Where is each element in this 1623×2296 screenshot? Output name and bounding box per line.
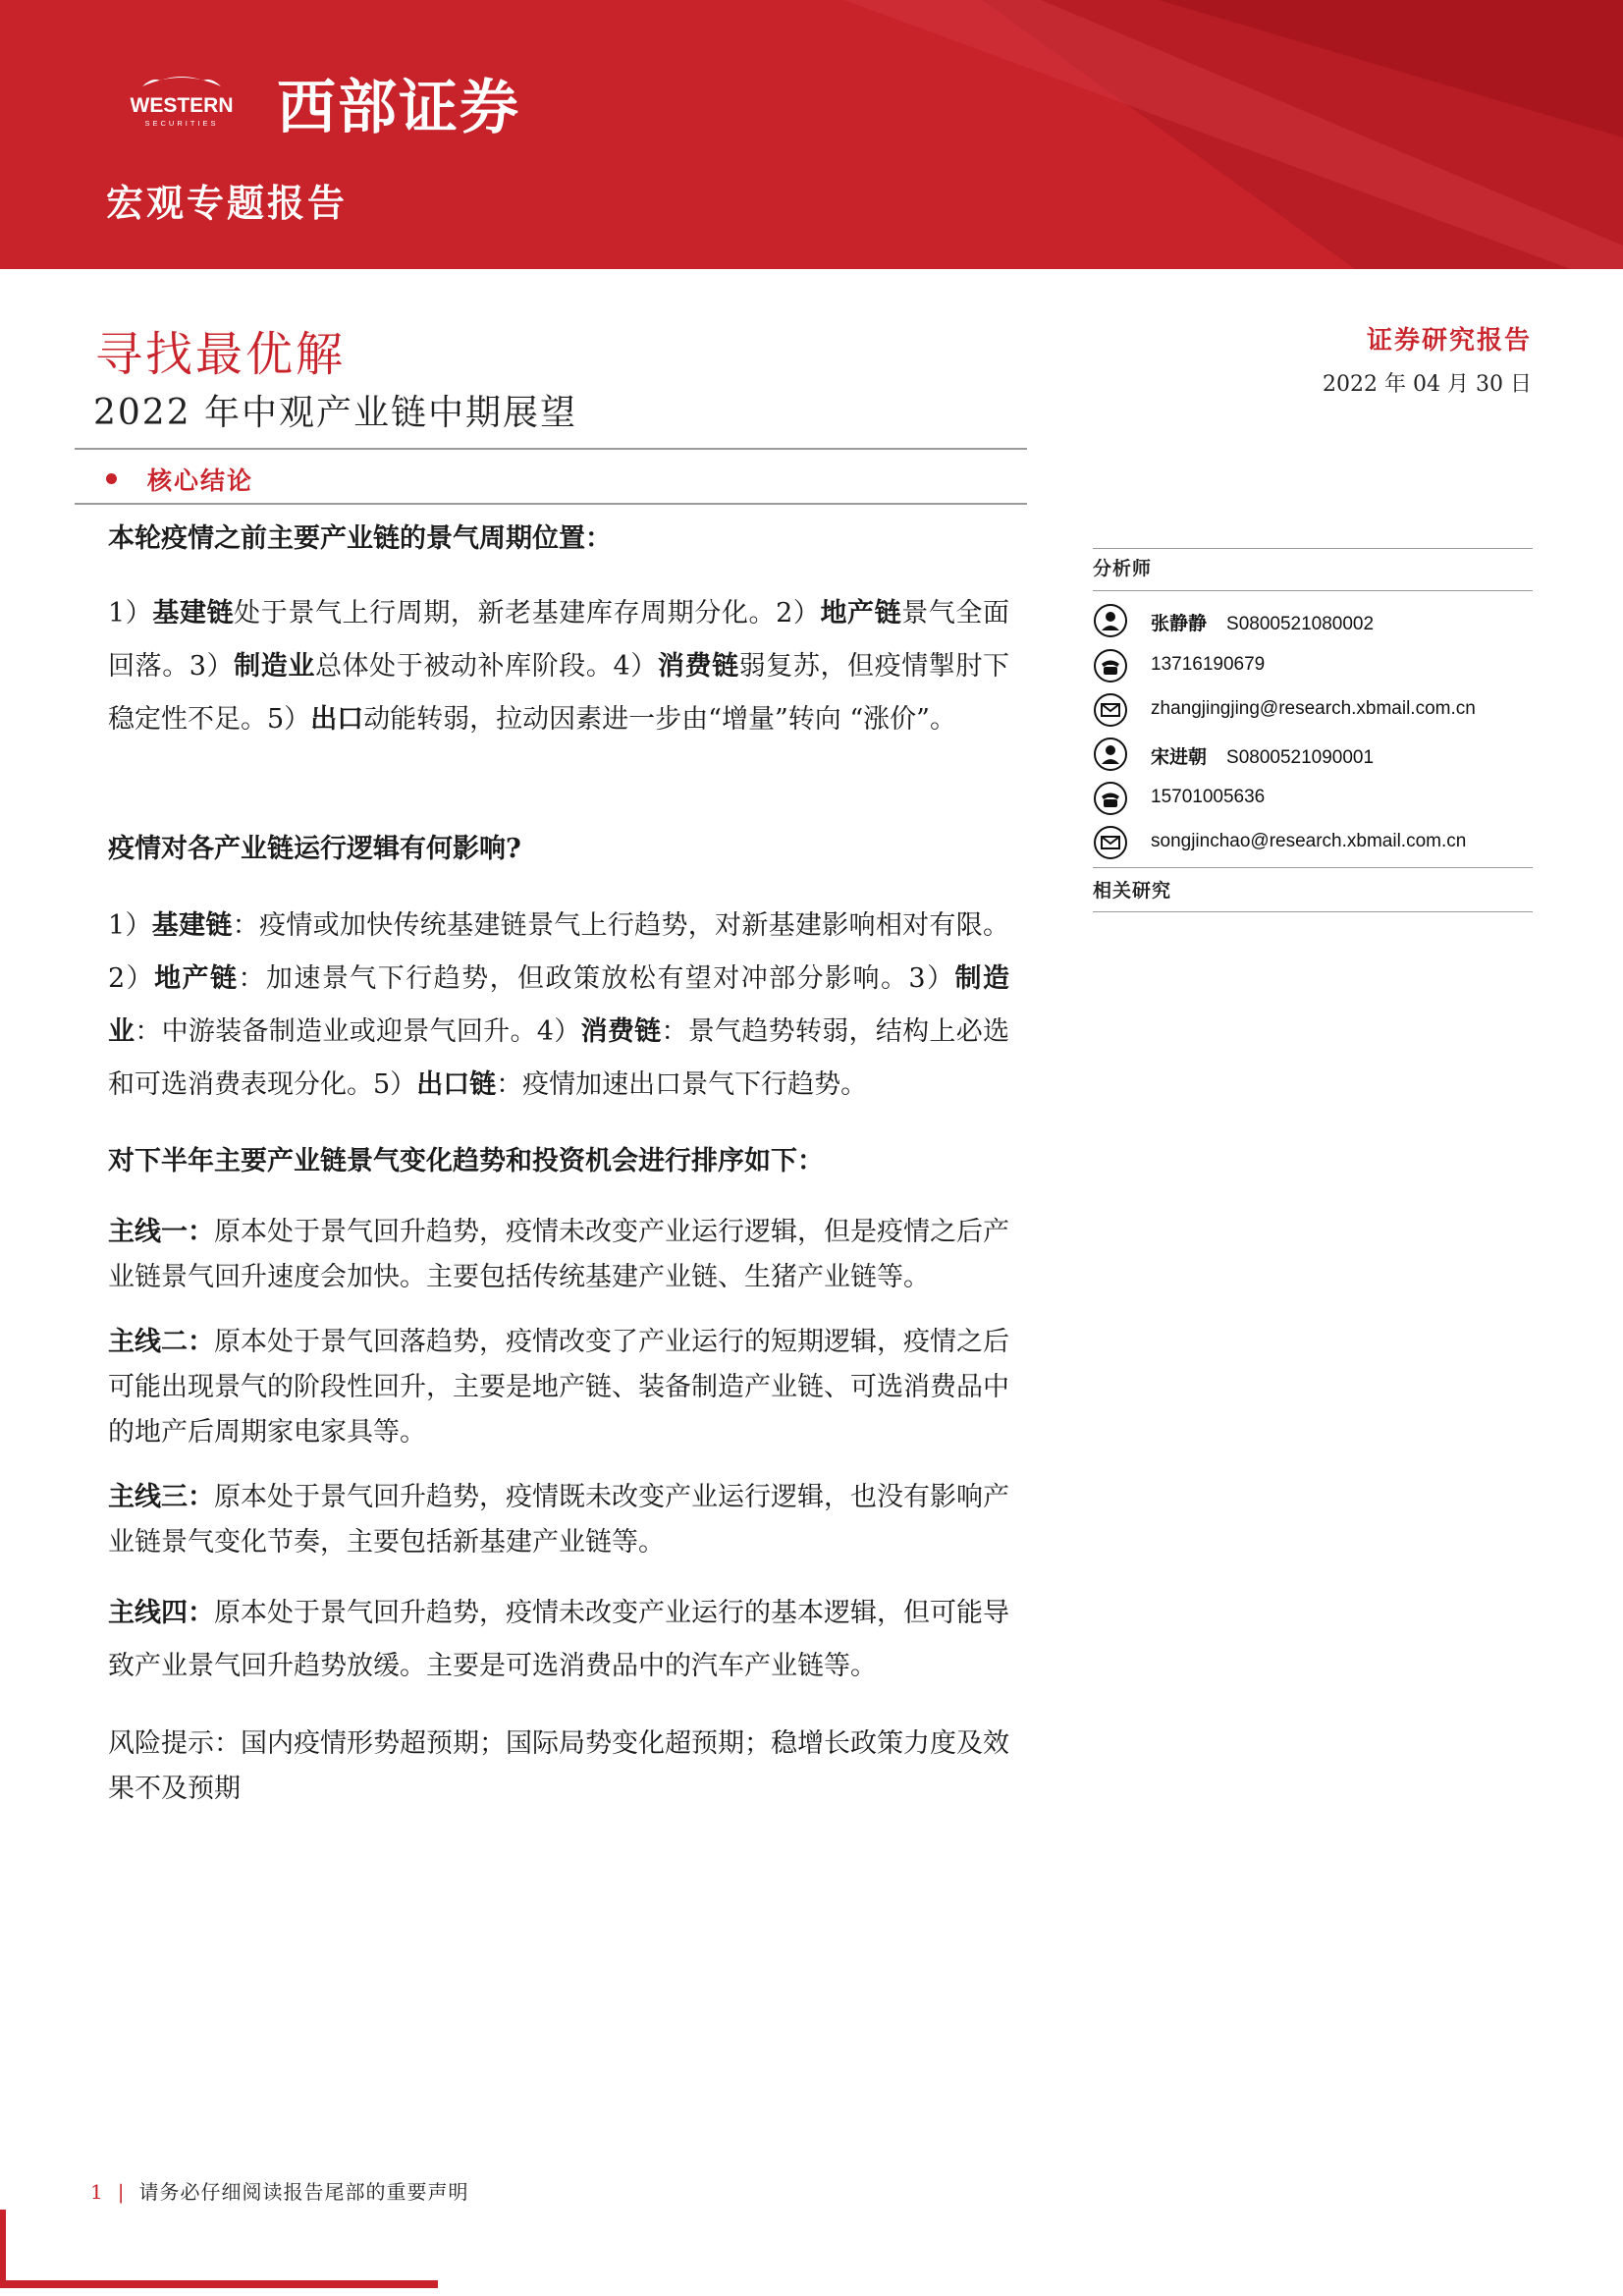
bold-term: 主线二： — [108, 1327, 214, 1357]
analyst-name: 宋进朝 — [1151, 746, 1208, 768]
text-run: 原本处于景气回升趋势，疫情未改变产业运行的基本逻辑，但可能导致产业景气回升趋势放缓。主要是可选消费品中的汽车产业链等。 — [108, 1598, 1009, 1681]
contact-line — [1151, 742, 1374, 769]
western-securities-logo — [113, 71, 250, 128]
sidebar-related-rule — [1093, 911, 1533, 912]
report-type: 宏观专题报告 — [106, 181, 349, 225]
analyst-license: S0800521090001 — [1226, 747, 1375, 768]
contact-line — [1151, 831, 1466, 852]
analyst-name: 张静静 — [1151, 613, 1208, 634]
bold-term: 出口 — [310, 704, 364, 735]
text-run: 处于景气上行周期，新老基建库存周期分化。2） — [234, 598, 821, 629]
section-label: 核心结论 — [147, 466, 254, 495]
bold-term: 消费链 — [657, 651, 739, 682]
footer-disclaimer: 请务必仔细阅读报告尾部的重要声明 — [138, 2180, 469, 2204]
bold-term: 基建链 — [152, 598, 235, 629]
page-footer — [90, 2176, 468, 2205]
mainline-2 — [108, 1320, 1009, 1455]
section-divider — [75, 503, 1027, 505]
text-run: 动能转弱，拉动因素进一步由“增量”转向 “涨价”。 — [363, 704, 956, 735]
risk-note: 风险提示：国内疫情形势超预期；国际局势变化超预期；稳增长政策力度及效果不及预期 — [108, 1728, 1009, 1804]
footer-separator: | — [117, 2180, 126, 2204]
paragraph-2 — [108, 900, 1009, 1112]
banner-decoration — [0, 0, 1623, 269]
bold-term: 出口链 — [416, 1069, 497, 1100]
phone-icon — [1093, 781, 1128, 816]
mail-icon — [1093, 825, 1128, 860]
text-run: 原本处于景气回升趋势，疫情既未改变产业运行逻辑，也没有影响产业链景气变化节奏，主要包括新基建产业链等。 — [108, 1482, 1009, 1558]
report-date: 2022 年 04 月 30 日 — [1323, 372, 1532, 397]
bold-term: 地产链 — [154, 963, 239, 994]
text-run: 1） — [108, 910, 152, 941]
related-research-label: 相关研究 — [1093, 880, 1172, 902]
person-icon — [1093, 603, 1128, 638]
contact-line — [1151, 787, 1265, 808]
analyst-phone: 15701005636 — [1151, 787, 1266, 807]
sidebar-analyst-rule — [1093, 590, 1533, 591]
title-divider — [75, 448, 1027, 450]
bold-term: 主线四： — [108, 1598, 214, 1628]
report-title: 寻找最优解 — [95, 327, 347, 382]
analyst-phone: 13716190679 — [1151, 654, 1266, 675]
text-run: 原本处于景气回升趋势，疫情未改变产业运行逻辑，但是疫情之后产业链景气回升速度会加快。主要包括传统基建产业链、生猪产业链等。 — [108, 1217, 1009, 1292]
analyst-label: 分析师 — [1093, 558, 1153, 579]
heading-2: 疫情对各产业链运行逻辑有何影响? — [108, 834, 521, 864]
report-subtitle: 2022 年中观产业链中期展望 — [93, 393, 578, 433]
mainline-3 — [108, 1475, 1009, 1565]
contact-line — [1151, 698, 1476, 720]
analyst-email[interactable]: zhangjingjing@research.xbmail.com.cn — [1151, 698, 1476, 719]
page-number: 1 — [90, 2180, 104, 2204]
sidebar-top-rule — [1093, 548, 1533, 549]
heading-3: 对下半年主要产业链景气变化趋势和投资机会进行排序如下： — [108, 1146, 824, 1176]
bold-term: 制造业 — [108, 963, 1009, 1047]
heading-1: 本轮疫情之前主要产业链的景气周期位置： — [108, 523, 612, 554]
text-run: 总体处于被动补库阶段。4） — [314, 651, 658, 682]
contact-line — [1151, 654, 1265, 676]
bold-term: 主线三： — [108, 1482, 214, 1512]
phone-icon — [1093, 648, 1128, 683]
section-bullet-icon — [106, 473, 117, 484]
analyst-email[interactable]: songjinchao@research.xbmail.com.cn — [1151, 831, 1467, 851]
contact-line — [1151, 609, 1374, 635]
bold-term: 消费链 — [580, 1016, 662, 1047]
text-run: 原本处于景气回落趋势，疫情改变了产业运行的短期逻辑，疫情之后可能出现景气的阶段性回升，主要是地产链、装备制造产业链、可选消费品中的地产后周期家电家具等。 — [108, 1327, 1009, 1448]
bold-term: 主线一： — [108, 1217, 214, 1247]
bold-term: 基建链 — [151, 910, 233, 941]
mail-icon — [1093, 692, 1128, 728]
paragraph-1 — [108, 587, 1009, 746]
document-type: 证券研究报告 — [1366, 326, 1532, 355]
analyst-license: S0800521080002 — [1226, 614, 1375, 634]
bold-term: 地产链 — [820, 598, 902, 629]
person-icon — [1093, 737, 1128, 772]
text-run: ：景气趋势转弱，结构上必选和可选消费表现分化。5） — [108, 1016, 1010, 1100]
text-run: ：疫情或加快传统基建链景气上行趋势，对新基建影响相对有限。2） — [108, 910, 1010, 994]
mainline-4 — [108, 1587, 1009, 1693]
logo-en-text: WESTERN — [130, 94, 234, 117]
text-run: 弱复苏，但疫情掣肘下稳定性不足。5） — [108, 651, 1010, 735]
text-run: 1） — [108, 598, 153, 629]
mainline-1 — [108, 1210, 1009, 1300]
logo-en-sub-text: SECURITIES — [144, 119, 219, 128]
text-run: 景气全面回落。3） — [108, 598, 1010, 682]
text-run: ：中游装备制造业或迎景气回升。4） — [135, 1016, 581, 1047]
header-banner — [0, 0, 1623, 269]
bold-term: 制造业 — [234, 651, 315, 682]
footer-corner-mark — [0, 2210, 452, 2296]
logo-cn-text: 西部证券 — [277, 74, 520, 142]
sidebar-contact-rule — [1093, 867, 1533, 868]
text-run: ：加速景气下行趋势，但政策放松有望对冲部分影响。3） — [238, 963, 955, 994]
text-run: ：疫情加速出口景气下行趋势。 — [496, 1069, 868, 1100]
